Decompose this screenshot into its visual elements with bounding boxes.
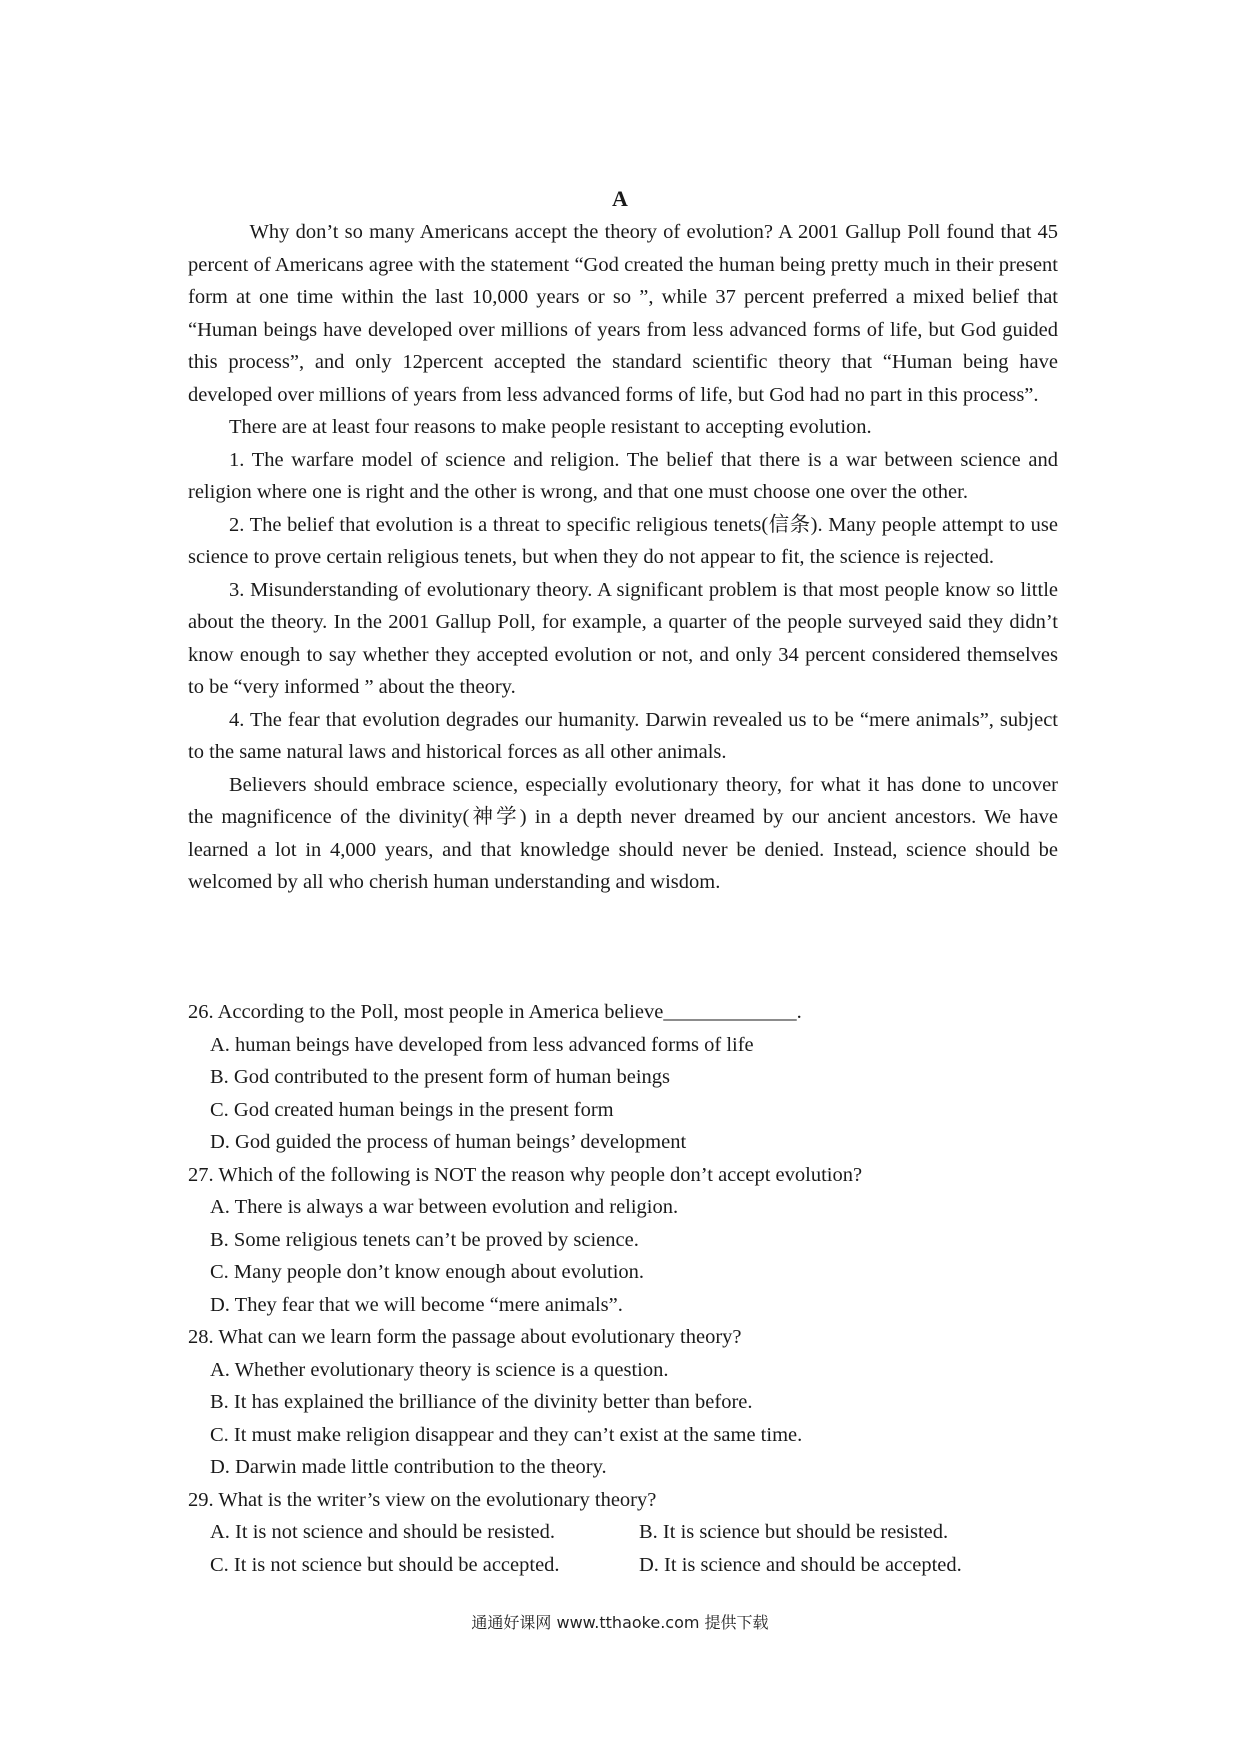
option-c: C. It must make religion disappear and they can’t exist at the same time. <box>210 1423 803 1446</box>
option-c: C. God created human beings in the present form <box>210 1098 614 1121</box>
option-row <box>188 1549 1068 1582</box>
option-d: D. They fear that we will become “mere animals”. <box>210 1293 623 1316</box>
passage-paragraph: 4. The fear that evolution degrades our humanity. Darwin revealed us to be “mere animals”, subject to the same natural laws and historical forces as all other animals. <box>188 708 1058 763</box>
option-b: B. Some religious tenets can’t be proved by science. <box>210 1228 639 1251</box>
page-footer: 通通好课网 www.tthaoke.com 提供下载 <box>471 1613 769 1632</box>
section-title: A <box>612 186 628 211</box>
question-28 <box>188 1321 1068 1484</box>
question-stem: 29. What is the writer’s view on the evolutionary theory? <box>188 1488 657 1511</box>
question-stem: 28. What can we learn form the passage about evolutionary theory? <box>188 1326 742 1348</box>
question-list <box>188 996 1068 1582</box>
option-d: D. It is science and should be accepted. <box>639 1554 962 1576</box>
question-stem: 27. Which of the following is NOT the reason why people don’t accept evolution? <box>188 1163 863 1186</box>
option-a: A. It is not science and should be resisted. <box>210 1521 556 1543</box>
option-a: A. Whether evolutionary theory is science is a question. <box>210 1358 669 1381</box>
option-row <box>188 1516 1068 1549</box>
passage-paragraph: There are at least four reasons to make people resistant to accepting evolution. <box>229 416 872 438</box>
option-b: B. It is science but should be resisted. <box>639 1521 949 1543</box>
option-c: C. It is not science but should be accepted. <box>210 1554 560 1576</box>
option-b: B. It has explained the brilliance of the divinity better than before. <box>210 1391 753 1413</box>
question-stem: 26. According to the Poll, most people in America believe_____________. <box>188 1001 802 1023</box>
option-a: A. human beings have developed from less advanced forms of life <box>210 1033 754 1056</box>
passage-paragraph: 1. The warfare model of science and religion. The belief that there is a war between science and religion where one is right and the other is wrong, and that one must choose one over the other. <box>188 448 1058 503</box>
question-26 <box>188 996 1068 1159</box>
question-29 <box>188 1484 1068 1583</box>
reading-passage <box>188 216 1058 899</box>
option-d: D. God guided the process of human beings’ development <box>210 1131 687 1153</box>
passage-paragraph: Believers should embrace science, especially evolutionary theory, for what it has done to uncover the magnificence of the divinity(神学) in a depth never dreamed by our ancient ancestors. We have learned a lot in 4,000 years, and that knowledge should never be denied. Instead, science should be welcomed by all who cherish human understanding and wisdom. <box>188 773 1058 893</box>
option-d: D. Darwin made little contribution to the theory. <box>210 1456 607 1478</box>
question-27 <box>188 1159 1068 1322</box>
option-a: A. There is always a war between evolution and religion. <box>210 1196 679 1218</box>
passage-paragraph: 3. Misunderstanding of evolutionary theory. A significant problem is that most people know so little about the theory. In the 2001 Gallup Poll, for example, a quarter of the people surveyed said they didn’t know enough to say whether they accepted evolution or not, and only 34 percent considered themselves to be “very informed ” about the theory. <box>188 578 1058 698</box>
passage-paragraph: 2. The belief that evolution is a threat to specific religious tenets(信条). Many people attempt to use science to prove certain religious tenets, but when they do not appear to fit, the science is rejected. <box>188 513 1058 568</box>
passage-paragraph: Why don’t so many Americans accept the theory of evolution? A 2001 Gallup Poll found that 45 percent of Americans agree with the statement “God created the human being pretty much in their present form at one time within the last 10,000 years or so ”, while 37 percent preferred a mixed belief that “Human beings have developed over millions of years from less advanced forms of life, but God guided this process”, and only 12percent accepted the standard scientific theory that “Human being have developed over millions of years from less advanced forms of life, but God had no part in this process”. <box>188 221 1058 406</box>
option-b: B. God contributed to the present form of human beings <box>210 1066 671 1088</box>
option-c: C. Many people don’t know enough about evolution. <box>210 1261 645 1283</box>
